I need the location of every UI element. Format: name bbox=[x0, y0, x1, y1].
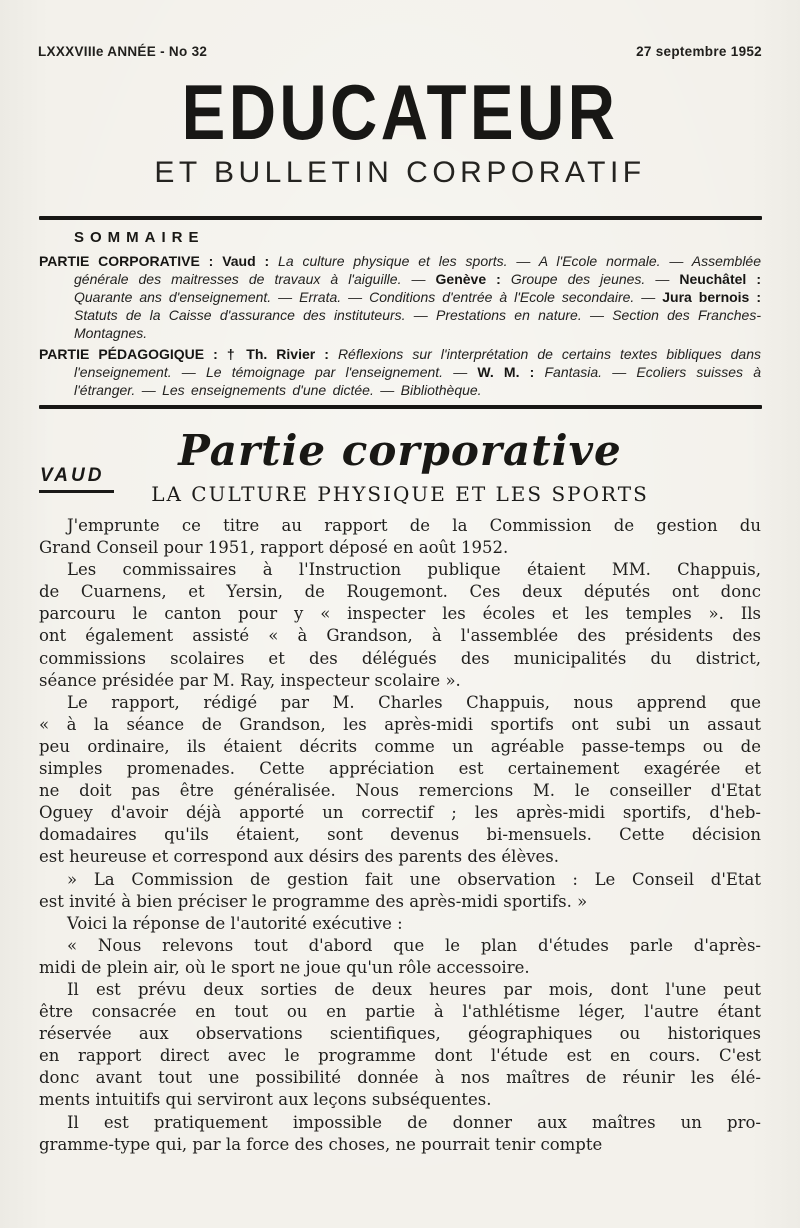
body-line: réservée aux observations scientifiques, géographiques ou historiques bbox=[39, 1024, 761, 1044]
sommaire-entries bbox=[39, 252, 761, 399]
paragraph bbox=[39, 979, 761, 1112]
sommaire-run-bold: Vaud : bbox=[222, 253, 279, 269]
body-line: Grand Conseil pour 1951, rapport déposé en août 1952. bbox=[39, 538, 509, 558]
body-line: séance présidée par M. Ray, inspecteur scolaire ». bbox=[39, 670, 461, 690]
sommaire-run-bold: Jura bernois : bbox=[662, 289, 761, 305]
body-line: Les commissaires à l'Instruction publique étaient MM. Chappuis, bbox=[67, 560, 761, 580]
paragraph bbox=[39, 935, 761, 979]
body-line: Le rapport, rédigé par M. Charles Chappuis, nous apprend que bbox=[67, 692, 761, 712]
body-line: est invité à bien préciser le programme des après-midi sportifs. » bbox=[39, 891, 588, 911]
body-line: parcouru le canton pour y « inspecter les écoles et les temples ». Ils bbox=[39, 604, 761, 624]
body-line: commissions scolaires et des délégués des municipalités du district, bbox=[39, 648, 761, 668]
article-body bbox=[39, 515, 761, 1156]
sommaire-run-italic: Statuts de la Caisse d'assurance des instituteurs. — Prestations en nature. — Section des Franches-Montagnes. bbox=[74, 307, 761, 341]
body-line: Oguey d'avoir déjà apporté un correctif ; les après-midi sportifs, d'heb- bbox=[39, 803, 761, 823]
masthead-row bbox=[38, 44, 762, 59]
divider-top-rule bbox=[39, 216, 762, 220]
body-line: gramme-type qui, par la force des choses, ne pourrait tenir compte bbox=[39, 1134, 603, 1154]
body-line: être consacrée en tout ou en partie à l'athlétisme léger, l'autre étant bbox=[39, 1002, 761, 1022]
body-line: midi de plein air, où le sport ne joue qu'un rôle accessoire. bbox=[39, 957, 530, 977]
body-line: est heureuse et correspond aux désirs des parents des élèves. bbox=[39, 847, 560, 867]
body-line: ments intuitifs qui serviront aux leçons subséquentes. bbox=[39, 1090, 492, 1110]
masthead-issue: LXXXVIIIe ANNÉE - No 32 bbox=[38, 44, 208, 59]
sommaire-heading: SOMMAIRE bbox=[74, 229, 205, 246]
sommaire-run-italic: La culture physique et les sports. — A l'Ecole normale. — Assemblée générale des maitresses de travaux à l'aiguille. — bbox=[74, 253, 761, 287]
body-line: Il est pratiquement impossible de donner aux maîtres un pro- bbox=[67, 1112, 761, 1132]
sommaire-run-italic: Réflexions sur l'interprétation de certains textes bibliques dans l'enseignement. — Le témoignage par l'enseignement. — bbox=[74, 346, 761, 380]
paragraph bbox=[39, 869, 761, 913]
paragraph bbox=[39, 559, 761, 692]
masthead-subtitle: ET BULLETIN CORPORATIF bbox=[154, 156, 646, 189]
sommaire-run-bold: Genève : bbox=[435, 271, 511, 287]
region-label-vaud: VAUD bbox=[39, 465, 114, 493]
body-line: « Nous relevons tout d'abord que le plan d'études parle d'après- bbox=[67, 935, 761, 955]
sommaire-run-italic: Fantasia. — Ecoliers suisses à l'étranger. — Les enseignements d'une dictée. — Bibliothèque. bbox=[74, 364, 762, 398]
sommaire-section bbox=[39, 229, 761, 399]
corporate-part-header bbox=[39, 425, 761, 507]
sommaire-entry bbox=[39, 252, 761, 342]
masthead-title: EDUCATEUR bbox=[181, 68, 619, 156]
masthead-date: 27 septembre 1952 bbox=[636, 44, 762, 59]
sommaire-entry bbox=[39, 345, 761, 399]
sommaire-run-bold: W. M. : bbox=[477, 364, 545, 380]
article-headline: LA CULTURE PHYSIQUE ET LES SPORTS bbox=[151, 482, 649, 506]
divider-bottom-rule bbox=[39, 405, 762, 409]
body-line: Il est prévu deux sorties de deux heures par mois, dont l'une peut bbox=[67, 979, 761, 999]
sommaire-run-bold: † Th. Rivier : bbox=[226, 346, 338, 362]
body-line: « à la séance de Grandson, les après-midi sportifs ont subi un assaut bbox=[39, 714, 761, 734]
body-line: ne doit pas être généralisée. Nous remercions M. le conseiller d'Etat bbox=[39, 781, 761, 801]
body-line: de Cuarnens, et Yersin, de Rougemont. Ces deux députés ont donc bbox=[39, 582, 761, 602]
sommaire-run-bold: Neuchâtel : bbox=[679, 271, 761, 287]
body-line: peu ordinaire, ils étaient décrits comme un agréable passe-temps ou de bbox=[39, 736, 761, 756]
sommaire-run-italic: Groupe des jeunes. — bbox=[510, 271, 680, 287]
paragraph bbox=[39, 692, 761, 869]
paragraph bbox=[39, 913, 761, 935]
body-line: en rapport direct avec le programme dont l'étude est en cours. C'est bbox=[39, 1046, 761, 1066]
paragraph bbox=[39, 1112, 761, 1156]
body-line: » La Commission de gestion fait une observation : Le Conseil d'Etat bbox=[67, 869, 761, 889]
body-line: ont également assisté « à Grandson, à l'assemblée des présidents des bbox=[39, 626, 761, 646]
sommaire-run-italic: Quarante ans d'enseignement. — Errata. — Conditions d'entrée à l'Ecole secondaire. — bbox=[74, 289, 663, 305]
sommaire-run-bold: PARTIE PÉDAGOGIQUE : bbox=[39, 346, 227, 362]
section-script-title: Partie corporative bbox=[178, 426, 622, 475]
body-line: simples promenades. Cette appréciation est certainement exagérée et bbox=[39, 759, 761, 779]
body-line: donc avant tout une possibilité donnée à nos maîtres de réunir les élé- bbox=[39, 1068, 761, 1088]
body-line: domadaires qu'ils étaient, sont devenus bi-mensuels. Cette décision bbox=[39, 825, 761, 845]
body-line: Voici la réponse de l'autorité exécutive : bbox=[67, 913, 403, 933]
sommaire-run-bold: PARTIE CORPORATIVE : bbox=[39, 253, 223, 269]
body-line: J'emprunte ce titre au rapport de la Commission de gestion du bbox=[67, 516, 761, 535]
paragraph bbox=[39, 515, 761, 559]
